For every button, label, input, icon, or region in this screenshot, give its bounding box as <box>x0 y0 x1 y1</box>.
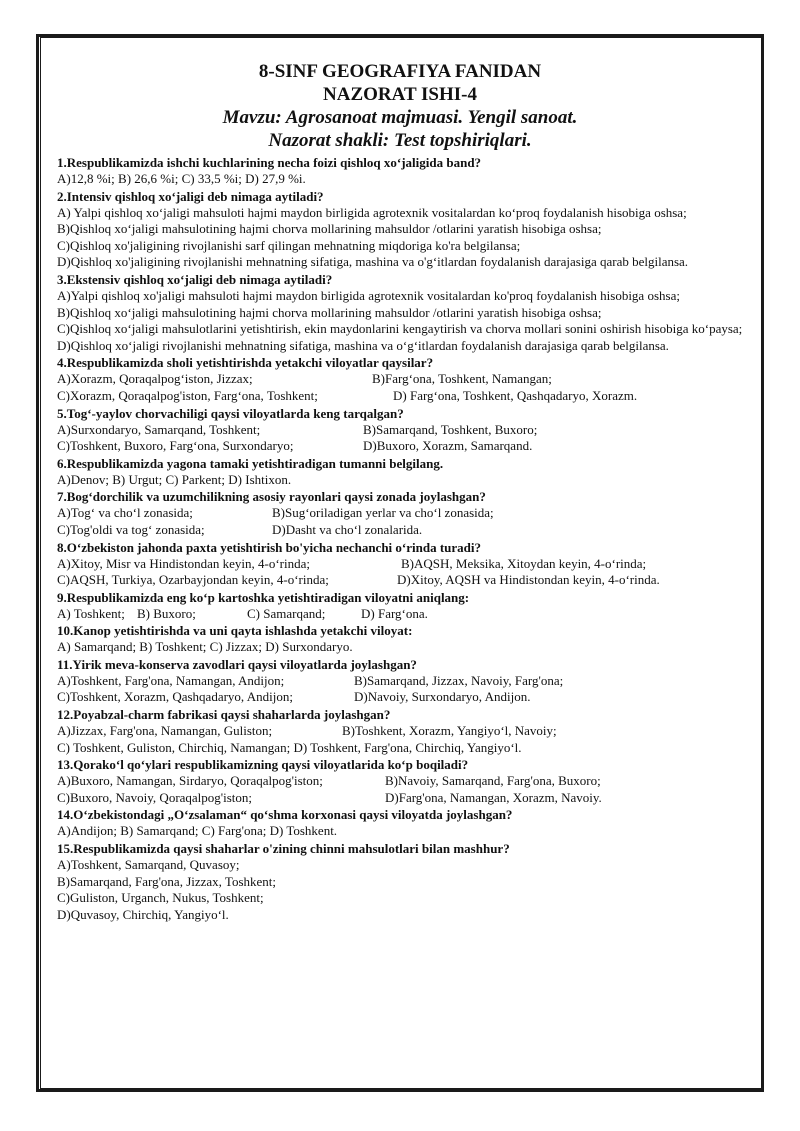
answers-8-row1 <box>57 556 743 573</box>
answer-2b: B)Qishloq xo‘jaligi mahsulotining hajmi chorva mollarining mahsuldor /otlarini yaratish hisobiga oshsa; <box>57 221 602 237</box>
answer-3b: B)Qishloq xo‘jaligi mahsulotining hajmi chorva mollarining mahsuldor /otlarini yaratish hisobiga oshsa; <box>57 304 602 320</box>
answers-11-row1 <box>57 673 743 690</box>
answer-8c: C)AQSH, Turkiya, Ozarbayjondan keyin, 4-o‘rinda; <box>57 572 329 588</box>
answers-13-row2 <box>57 790 743 807</box>
answer-7d: D)Dasht va cho‘l zonalarida. <box>272 521 423 537</box>
answers-13-row1 <box>57 773 743 790</box>
answer-12a: A)Jizzax, Farg'ona, Namangan, Guliston; <box>57 723 273 739</box>
answer-8a: A)Xitoy, Misr va Hindistondan keyin, 4-o‘rinda; <box>57 555 310 571</box>
question-8: 8.O‘zbekiston jahonda paxta yetishtirish bo'yicha nechanchi o‘rinda turadi? <box>57 539 481 555</box>
answer-9c: C) Samarqand; <box>247 605 326 621</box>
answer-4b: B)Farg‘ona, Toshkent, Namangan; <box>372 371 552 387</box>
answer-9a: A) Toshkent; <box>57 605 125 621</box>
answer-4c: C)Xorazm, Qoraqalpog'iston, Farg‘ona, Toshkent; <box>57 387 318 403</box>
answers-9 <box>57 606 743 623</box>
question-4: 4.Respublikamizda sholi yetishtirishda yetakchi viloyatlar qaysilar? <box>57 355 434 371</box>
answer-7c: C)Tog'oldi va tog‘ zonasida; <box>57 521 205 537</box>
answer-11b: B)Samarqand, Jizzax, Navoiy, Farg'ona; <box>354 672 564 688</box>
answers-4-row1 <box>57 371 743 388</box>
answers-12-row1 <box>57 723 743 740</box>
answers-1: A)12,8 %i; B) 26,6 %i; C) 33,5 %i; D) 27,9 %i. <box>57 171 306 186</box>
answer-15d: D)Quvasoy, Chirchiq, Yangiyo‘l. <box>57 906 229 922</box>
question-14: 14.O‘zbekistondagi „O‘zsalaman“ qo‘shma korxonasi qaysi viloyatda joylashgan? <box>57 807 513 823</box>
assessment-form-line: Nazorat shakli: Test topshiriqlari. <box>268 130 532 151</box>
answers-7-row1 <box>57 505 743 522</box>
document-title-line1: 8-SINF GEOGRAFIYA FANIDAN <box>258 61 542 82</box>
question-12: 12.Poyabzal-charm fabrikasi qaysi shaharlarda joylashgan? <box>57 707 391 723</box>
answers-5-row1 <box>57 422 743 439</box>
answer-4d: D) Farg‘ona, Toshkent, Qashqadaryo, Xorazm. <box>393 387 638 403</box>
answer-13b: B)Navoiy, Samarqand, Farg'ona, Buxoro; <box>385 773 601 789</box>
answer-5d: D)Buxoro, Xorazm, Samarqand. <box>363 438 533 454</box>
question-13: 13.Qorako‘l qo‘ylari respublikamizning qaysi viloyatlarida ko‘p boqiladi? <box>57 757 469 773</box>
answer-8b: B)AQSH, Meksika, Xitoydan keyin, 4-o‘rinda; <box>401 555 647 571</box>
answer-3a: A)Yalpi qishloq xo'jaligi mahsuloti hajmi maydon birligida agrotexnik vositalardan ko'proq foydalanish hisobiga oshsa; <box>57 287 680 303</box>
answer-5b: B)Samarqand, Toshkent, Buxoro; <box>363 421 538 437</box>
answer-9b: B) Buxoro; <box>137 605 196 621</box>
answer-15b: B)Samarqand, Farg'ona, Jizzax, Toshkent; <box>57 873 277 889</box>
answer-15c: C)Guliston, Urganch, Nukus, Toshkent; <box>57 890 264 906</box>
answer-3d: D)Qishloq xo‘jaligi rivojlanishi mehnatning sifatiga, mashina va o‘g‘itlardan foydalanish darajasiga qarab belgilansa. <box>57 337 669 353</box>
question-1: 1.Respublikamizda ishchi kuchlarining necha foizi qishloq xo‘jaligida band? <box>57 155 482 170</box>
answer-11c: C)Toshkent, Xorazm, Qashqadaryo, Andijon; <box>57 689 293 705</box>
answers-5-row2 <box>57 438 743 455</box>
answer-8d: D)Xitoy, AQSH va Hindistondan keyin, 4-o‘rinda. <box>397 572 660 588</box>
answers-6: A)Denov; B) Urgut; C) Parkent; D) Ishtixon. <box>57 471 292 487</box>
answer-7a: A)Tog‘ va cho‘l zonasida; <box>57 505 193 521</box>
answers-7-row2 <box>57 522 743 539</box>
question-7: 7.Bog‘dorchilik va uzumchilikning asosiy rayonlari qaysi zonada joylashgan? <box>57 489 486 505</box>
answer-4a: A)Xorazm, Qoraqalpog‘iston, Jizzax; <box>57 371 253 387</box>
question-11: 11.Yirik meva-konserva zavodlari qaysi viloyatlarda joylashgan? <box>57 656 417 672</box>
answers-10: A) Samarqand; B) Toshkent; C) Jizzax; D) Surxondaryo. <box>57 639 353 655</box>
answers-8-row2 <box>57 572 743 589</box>
question-10: 10.Kanop yetishtirishda va uni qayta ishlashda yetakchi viloyat: <box>57 623 413 639</box>
answer-15a: A)Toshkent, Samarqand, Quvasoy; <box>57 857 240 873</box>
question-15: 15.Respublikamizda qaysi shaharlar o'zining chinni mahsulotlari bilan mashhur? <box>57 841 510 857</box>
question-3: 3.Ekstensiv qishloq xo‘jaligi deb nimaga aytiladi? <box>57 271 333 287</box>
answer-11a: A)Toshkent, Farg'ona, Namangan, Andijon; <box>57 672 285 688</box>
answer-5a: A)Surxondaryo, Samarqand, Toshkent; <box>57 421 261 437</box>
topic-line: Mavzu: Agrosanoat majmuasi. Yengil sanoat. <box>222 107 578 128</box>
answers-12-row2: C) Toshkent, Guliston, Chirchiq, Namangan; D) Toshkent, Farg'ona, Chirchiq, Yangiyo‘l. <box>57 739 522 755</box>
answer-5c: C)Toshkent, Buxoro, Farg‘ona, Surxondaryo; <box>57 438 294 454</box>
question-9: 9.Respublikamizda eng ko‘p kartoshka yetishtiradigan viloyatni aniqlang: <box>57 589 470 605</box>
answer-11d: D)Navoiy, Surxondaryo, Andijon. <box>354 689 531 705</box>
document-title-line2: NAZORAT ISHI-4 <box>323 84 477 105</box>
answer-7b: B)Sug‘oriladigan yerlar va cho‘l zonasida; <box>272 505 494 521</box>
answers-11-row2 <box>57 689 743 706</box>
answers-14: A)Andijon; B) Samarqand; C) Farg'ona; D) Toshkent. <box>57 823 338 839</box>
answer-3c: C)Qishloq xo‘jaligi mahsulotlarini yetishtirish, ekin maydonlarini kengaytirish va chorva mollari sonini oshirish hisobiga ko‘paysa; <box>57 321 743 337</box>
question-2: 2.Intensiv qishloq xo‘jaligi deb nimaga aytiladi? <box>57 188 324 204</box>
question-5: 5.Tog‘-yaylov chorvachiligi qaysi viloyatlarda keng tarqalgan? <box>57 405 404 421</box>
answer-9d: D) Farg‘ona. <box>361 605 428 621</box>
answer-12b: B)Toshkent, Xorazm, Yangiyo‘l, Navoiy; <box>342 723 557 739</box>
answer-13a: A)Buxoro, Namangan, Sirdaryo, Qoraqalpog'iston; <box>57 773 323 789</box>
answers-4-row2 <box>57 388 743 405</box>
answer-2a: A) Yalpi qishloq xo‘jaligi mahsuloti hajmi maydon birligida agrotexnik vositalardan ko‘proq foydalanish hisobiga oshsa; <box>57 204 687 220</box>
answer-2d: D)Qishloq xo'jaligining rivojlanishi mehnatning sifatiga, mashina va o'g‘itlardan foydalanish darajasiga qarab belgilansa. <box>57 254 689 270</box>
answer-13d: D)Farg'ona, Namangan, Xorazm, Navoiy. <box>385 789 602 805</box>
answer-13c: C)Buxoro, Navoiy, Qoraqalpog'iston; <box>57 789 253 805</box>
test-document <box>57 60 743 923</box>
question-6: 6.Respublikamizda yagona tamaki yetishtiradigan tumanni belgilang. <box>57 455 444 471</box>
answer-2c: C)Qishloq xo'jaligining rivojlanishi sarf qilingan mehnatning miqdoriga ko'ra belgilansa; <box>57 237 521 253</box>
